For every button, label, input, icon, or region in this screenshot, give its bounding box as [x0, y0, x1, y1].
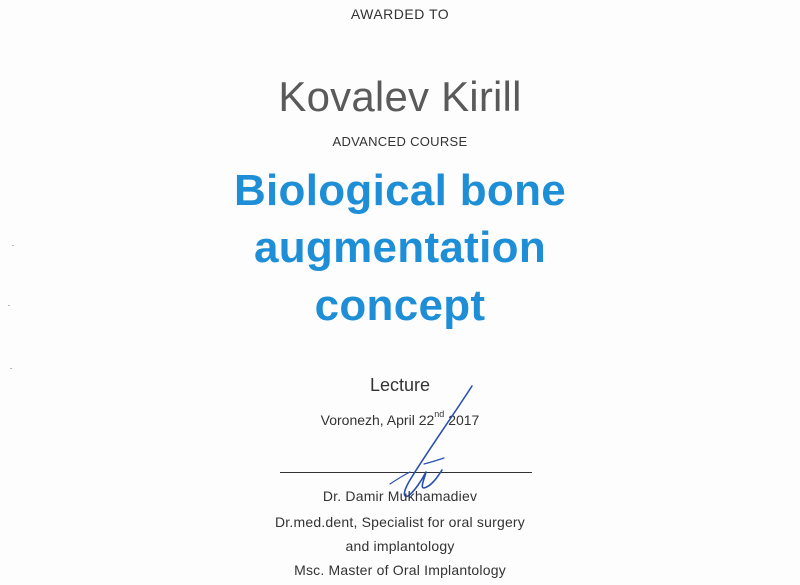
event-type: Lecture [369, 375, 431, 395]
place-and-date [0, 409, 800, 428]
course-title-line-2: augmentation [253, 223, 547, 272]
date-ordinal-suffix: nd [434, 409, 445, 419]
awarded-to-label: AWARDED TO [350, 6, 450, 22]
paper-speck [8, 305, 10, 306]
course-type-label: ADVANCED COURSE [332, 134, 468, 149]
signer-credentials-2: and implantology [345, 538, 455, 554]
signature-line [280, 472, 532, 473]
date-year: 2017 [448, 412, 480, 428]
place-date-prefix: Voronezh, April 22 [320, 412, 435, 428]
paper-speck [10, 368, 12, 369]
signer-name: Dr. Damir Mukhamadiev [322, 488, 478, 504]
course-title-line-3: concept [314, 281, 486, 330]
signer-credentials-3: Msc. Master of Oral Implantology [294, 562, 506, 578]
course-title-line-1: Biological bone [233, 166, 567, 215]
signer-credentials-1: Dr.med.dent, Specialist for oral surgery [275, 514, 525, 530]
recipient-name: Kovalev Kirill [278, 73, 522, 120]
paper-speck [12, 245, 14, 246]
